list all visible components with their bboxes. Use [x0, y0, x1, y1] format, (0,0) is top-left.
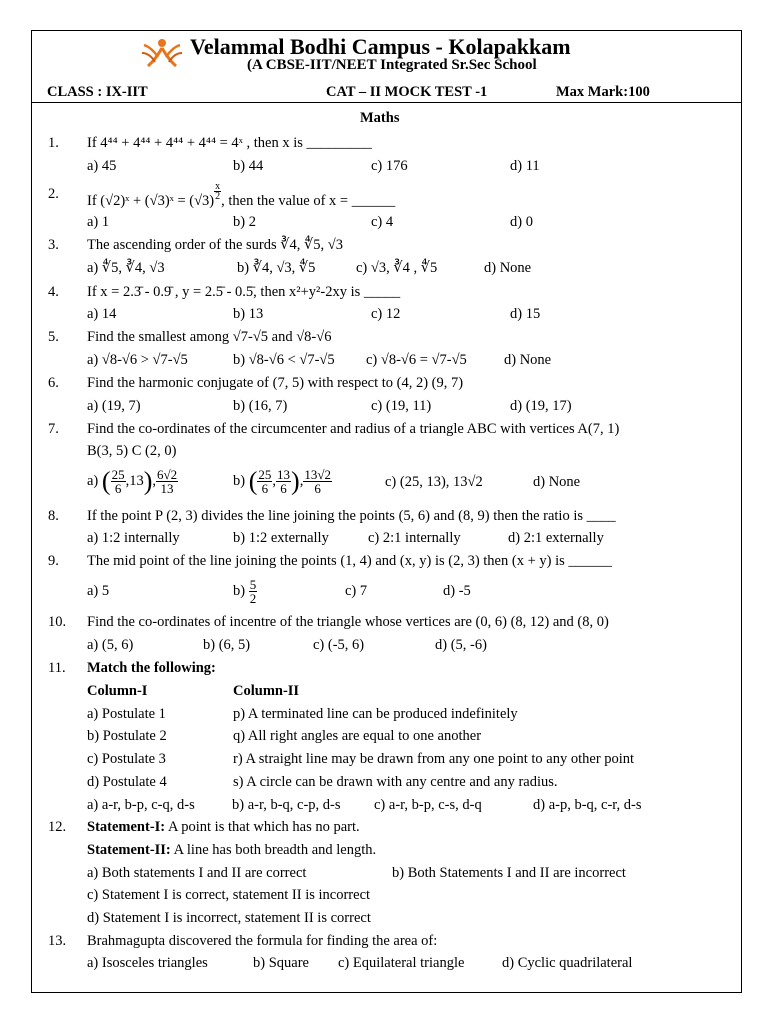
q7a-fraction — [111, 468, 126, 495]
q11-option-b: b) a-r, b-q, c-p, d-s — [232, 797, 341, 813]
q12-option-c: c) Statement I is correct, statement II is incorrect — [87, 887, 371, 903]
q8-number: 8. — [48, 508, 59, 524]
q4-option-d: d) 15 — [510, 306, 541, 322]
q8-option-b: b) 1:2 externally — [233, 530, 329, 546]
q9-number: 9. — [48, 553, 59, 569]
q2-text-post: , then the value of x = ______ — [221, 192, 396, 209]
q9-option-d: d) -5 — [443, 583, 471, 599]
q12-statement2-label: Statement-II: — [87, 842, 171, 858]
q1-text: If 4⁴⁴ + 4⁴⁴ + 4⁴⁴ + 4⁴⁴ = 4ˣ , then x is _________ — [87, 135, 372, 151]
q12-option-a: a) Both statements I and II are correct — [87, 865, 307, 881]
school-tagline: (A CBSE-IIT/NEET Integrated Sr.Sec School — [247, 57, 537, 73]
q11-column1-header: Column-I — [87, 683, 148, 699]
school-name: Velammal Bodhi Campus - Kolapakkam — [190, 34, 571, 59]
q1-option-d: d) 11 — [510, 158, 540, 174]
q5-text: Find the smallest among √7-√5 and √8-√6 — [87, 329, 332, 345]
max-mark: Max Mark:100 — [556, 84, 650, 100]
q13-number: 13. — [48, 933, 67, 949]
q13-option-a: a) Isosceles triangles — [87, 955, 208, 971]
q12-statement1-label: Statement-I: — [87, 819, 166, 835]
q2-text-pre: If — [87, 192, 101, 209]
q7b-fraction1 — [257, 468, 272, 495]
q11-row3-right: r) A straight line may be drawn from any one point to any other point — [233, 751, 635, 767]
q2-exp-numerator: x — [215, 181, 221, 192]
q12-option-d: d) Statement I is incorrect, statement II is correct — [87, 910, 371, 926]
q3-text: The ascending order of the surds ∛4, ∜5, √3 — [87, 237, 343, 253]
q7-text-line2: B(3, 5) C (2, 0) — [87, 443, 177, 459]
q7b-fraction2 — [276, 468, 291, 495]
q1-number: 1. — [48, 135, 59, 151]
q11-row4-left: d) Postulate 4 — [87, 774, 167, 790]
q12-statement2 — [87, 841, 376, 859]
q7b-radius-den: 6 — [314, 481, 321, 497]
q12-option-b: b) Both Statements I and II are incorrect — [392, 865, 626, 881]
q7a-den: 6 — [114, 481, 122, 497]
q7b-radius-num: 13√2 — [304, 467, 331, 483]
q6-option-d: d) (19, 17) — [510, 398, 572, 414]
q2-option-b: b) 2 — [233, 214, 256, 230]
q8-option-a: a) 1:2 internally — [87, 530, 180, 546]
q7-number: 7. — [48, 421, 59, 437]
q8-text: If the point P (2, 3) divides the line joining the points (5, 6) and (8, 9) then the ratio is ____ — [87, 508, 616, 524]
q9b-den: 2 — [249, 591, 257, 607]
q1-option-c: c) 176 — [371, 158, 408, 174]
q10-text: Find the co-ordinates of incentre of the triangle whose vertices are (0, 6) (8, 12) and (8, 0) — [87, 614, 609, 630]
q2-option-a: a) 1 — [87, 214, 110, 230]
q2-option-d: d) 0 — [510, 214, 533, 230]
q9-option-a: a) 5 — [87, 583, 110, 599]
q2-equation: (√2)ˣ + (√3)ˣ = (√3) — [100, 192, 215, 209]
q2-number: 2. — [48, 186, 59, 202]
q2-text — [87, 182, 395, 210]
q10-option-c: c) (-5, 6) — [313, 637, 365, 653]
q13-option-b: b) Square — [253, 955, 309, 971]
q10-option-b: b) (6, 5) — [203, 637, 251, 653]
subject-title: Maths — [360, 110, 400, 126]
class-label: CLASS : IX-IIT — [47, 84, 148, 100]
q6-number: 6. — [48, 375, 59, 391]
q6-option-c: c) (19, 11) — [371, 398, 432, 414]
q7-option-b: b) ( $\frac{25}{6}$ , $\frac{13}{6}$ ), $\frac{13√2}{6}$ — [233, 466, 331, 497]
q13-text: Brahmagupta discovered the formula for finding the area of: — [87, 933, 438, 949]
q11-option-d: d) a-p, b-q, c-r, d-s — [533, 797, 642, 813]
q9-text: The mid point of the line joining the points (1, 4) and (x, y) is (2, 3) then (x + y) is ______ — [87, 553, 612, 569]
q2-exp-denominator: 2 — [215, 191, 221, 202]
q12-statement2-text: A line has both breadth and length. — [170, 842, 377, 858]
q7a-radius — [156, 468, 178, 495]
q3-option-a: a) ∜5, ∛4, √3 — [87, 260, 165, 276]
q9-option-b — [233, 576, 257, 606]
q7-option-a: a) ( $\frac{25}{6}$ ,13), $\frac{6√2}{13}$ — [87, 466, 178, 497]
q3-number: 3. — [48, 237, 59, 253]
q7b-den2: 6 — [280, 481, 287, 497]
q7b-num1: 25 — [258, 467, 272, 483]
q6-option-b: b) (16, 7) — [233, 398, 288, 414]
q11-number: 11. — [48, 660, 66, 676]
q6-text: Find the harmonic conjugate of (7, 5) with respect to (4, 2) (9, 7) — [87, 375, 464, 391]
q7-text: Find the co-ordinates of the circumcenter and radius of a triangle ABC with vertices A(7, 1) — [87, 421, 620, 437]
q4-option-b: b) 13 — [233, 306, 264, 322]
test-title: CAT – II MOCK TEST -1 — [326, 84, 488, 100]
q5-option-d: d) None — [504, 352, 552, 368]
q8-option-c: c) 2:1 internally — [368, 530, 461, 546]
q11-row4-right: s) A circle can be drawn with any centre and any radius. — [233, 774, 558, 790]
q9-option-b-label: b) — [233, 583, 246, 599]
q7-option-a-label: a) — [87, 473, 99, 489]
q9b-fraction — [249, 578, 258, 605]
q10-number: 10. — [48, 614, 67, 630]
q7a-tail: ,13 — [125, 473, 144, 489]
q11-text: Match the following: — [87, 660, 216, 676]
q5-option-c: c) √8-√6 = √7-√5 — [366, 352, 467, 368]
q9-option-c: c) 7 — [345, 583, 368, 599]
q7a-radius-num: 6√2 — [156, 467, 178, 483]
q5-option-b: b) √8-√6 < √7-√5 — [233, 352, 335, 368]
q11-row2-right: q) All right angles are equal to one another — [233, 728, 482, 744]
q7-option-c: c) (25, 13), 13√2 — [385, 474, 483, 490]
q1-option-a: a) 45 — [87, 158, 117, 174]
q3-option-d: d) None — [484, 260, 532, 276]
q12-number: 12. — [48, 819, 67, 835]
q7b-num2: 13 — [277, 467, 291, 483]
q11-row1-left: a) Postulate 1 — [87, 706, 166, 722]
q10-option-d: d) (5, -6) — [435, 637, 487, 653]
q4-option-c: c) 12 — [371, 306, 401, 322]
q7a-radius-den: 13 — [160, 481, 174, 497]
q11-row1-right: p) A terminated line can be produced indefinitely — [233, 706, 518, 722]
q5-number: 5. — [48, 329, 59, 345]
q3-option-b: b) ∛4, √3, ∜5 — [237, 260, 316, 276]
q9b-num: 5 — [249, 577, 257, 593]
q5-option-a: a) √8-√6 > √7-√5 — [87, 352, 188, 368]
q11-option-a: a) a-r, b-p, c-q, d-s — [87, 797, 195, 813]
q12-statement1-text: A point is that which has no part. — [165, 819, 360, 835]
q8-option-d: d) 2:1 externally — [508, 530, 604, 546]
q7a-num: 25 — [111, 467, 125, 483]
q10-option-a: a) (5, 6) — [87, 637, 134, 653]
q12-statement1 — [87, 818, 360, 836]
q6-option-a: a) (19, 7) — [87, 398, 141, 414]
q7-option-b-label: b) — [233, 473, 246, 489]
header-divider — [31, 102, 742, 103]
q3-option-c: c) √3, ∛4 , ∜5 — [356, 260, 438, 276]
q7b-radius — [303, 468, 332, 495]
school-logo-icon — [140, 35, 184, 69]
q11-column2-header: Column-II — [233, 683, 300, 699]
q7-option-d: d) None — [533, 474, 581, 490]
q13-option-c: c) Equilateral triangle — [338, 955, 465, 971]
q11-row2-left: b) Postulate 2 — [87, 728, 167, 744]
q2-option-c: c) 4 — [371, 214, 394, 230]
q7b-den1: 6 — [261, 481, 269, 497]
q4-text: If x = 2.3̄ - 0.9̄ , y = 2.5̄ - 0.5̄, then x²+y²-2xy is _____ — [87, 284, 401, 300]
q11-row3-left: c) Postulate 3 — [87, 751, 166, 767]
q13-option-d: d) Cyclic quadrilateral — [502, 955, 633, 971]
q4-option-a: a) 14 — [87, 306, 117, 322]
q1-option-b: b) 44 — [233, 158, 264, 174]
q4-number: 4. — [48, 284, 59, 300]
q11-option-c: c) a-r, b-p, c-s, d-q — [374, 797, 482, 813]
